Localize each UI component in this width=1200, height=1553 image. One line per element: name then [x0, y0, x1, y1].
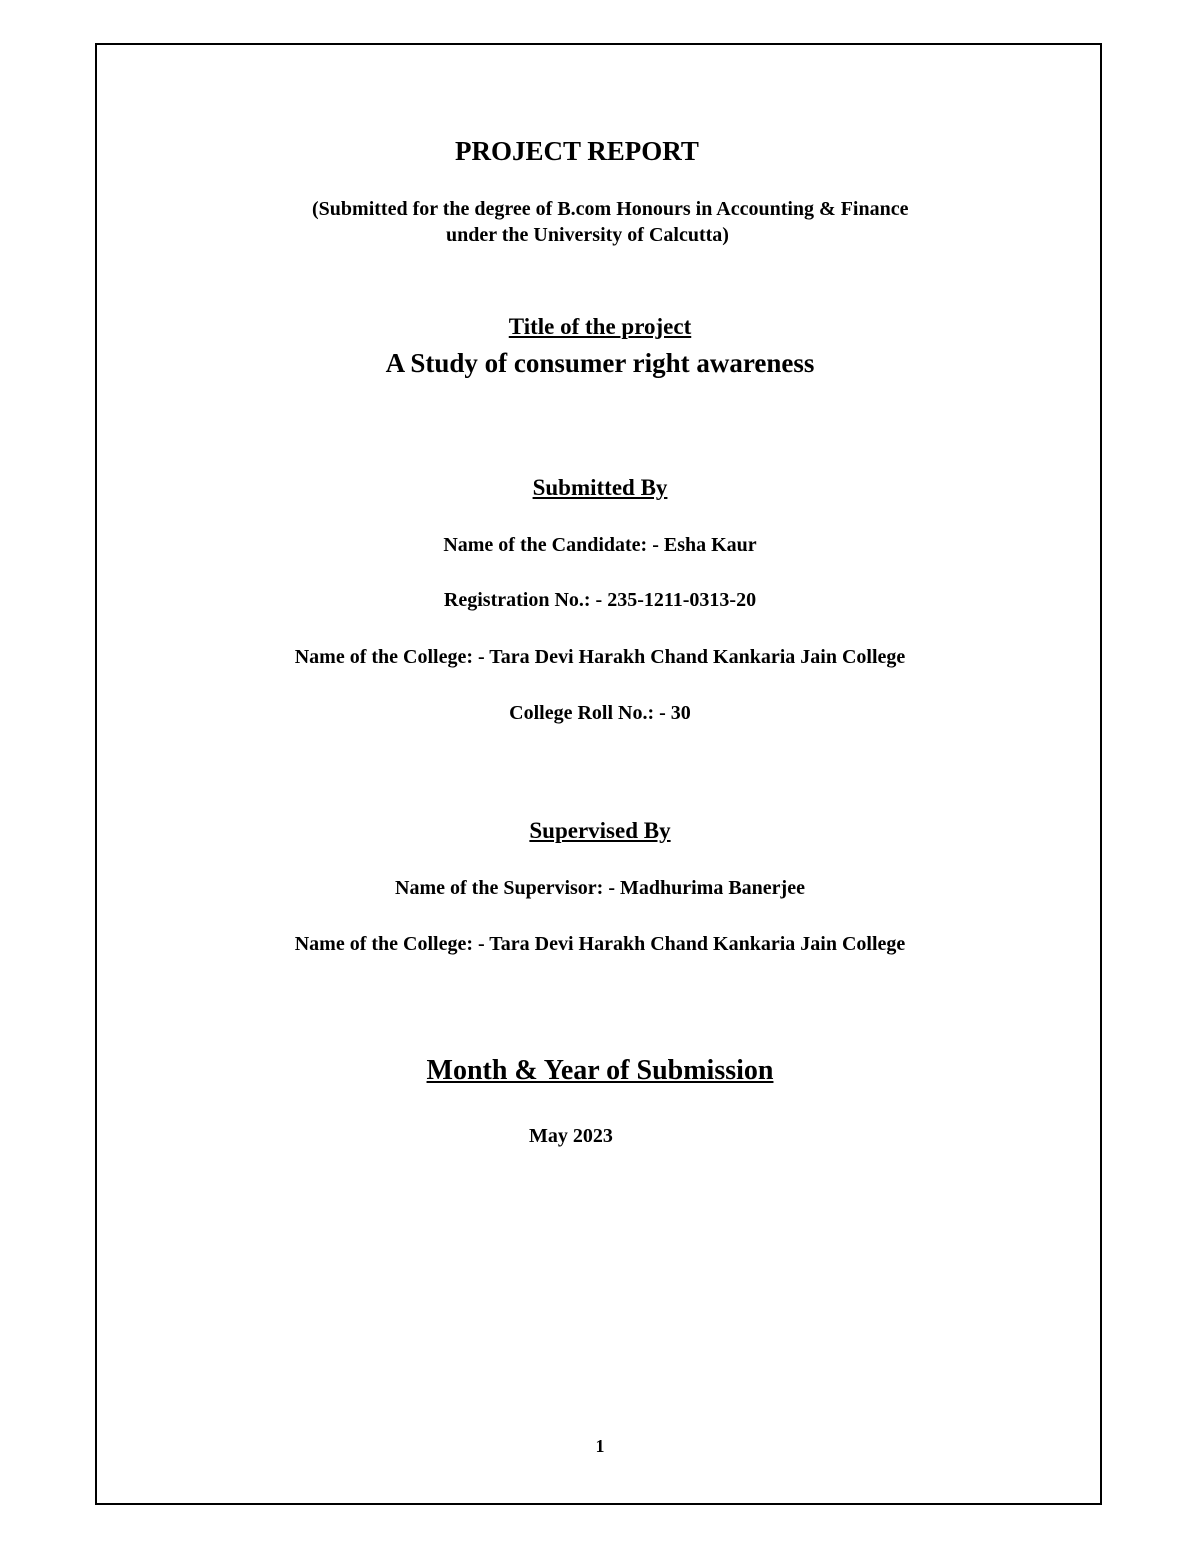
supervisor-name: Name of the Supervisor: - Madhurima Banerjee: [395, 877, 805, 899]
report-title: PROJECT REPORT: [455, 136, 699, 166]
candidate-name: Name of the Candidate: - Esha Kaur: [443, 534, 757, 556]
submission-date-heading: Month & Year of Submission: [426, 1055, 774, 1086]
registration-number: Registration No.: - 235-1211-0313-20: [443, 589, 757, 611]
submission-purpose-line-1: (Submitted for the degree of B.com Honours in Accounting & Finance: [312, 198, 909, 220]
candidate-college: Name of the College: - Tara Devi Harakh Chand Kankaria Jain College: [294, 646, 906, 668]
submission-date: May 2023: [529, 1125, 613, 1147]
college-roll-number: College Roll No.: - 30: [509, 702, 691, 724]
submission-purpose-line-2: under the University of Calcutta): [446, 224, 729, 246]
supervisor-college: Name of the College: - Tara Devi Harakh Chand Kankaria Jain College: [294, 933, 906, 955]
project-title: A Study of consumer right awareness: [385, 348, 815, 378]
page-number: 1: [595, 1436, 605, 1456]
submitted-by-heading: Submitted By: [532, 475, 668, 500]
page-border: [95, 43, 1102, 1505]
project-title-heading: Title of the project: [508, 314, 692, 339]
supervised-by-heading: Supervised By: [529, 818, 671, 843]
